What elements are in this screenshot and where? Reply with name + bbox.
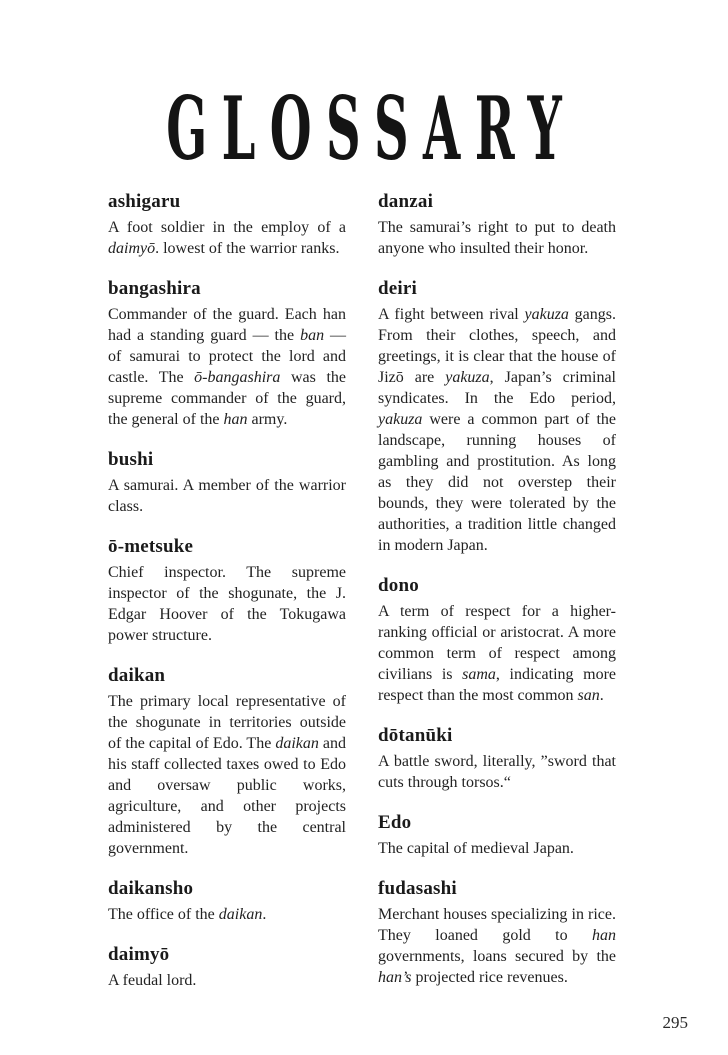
glossary-definition: A foot soldier in the employ of a daimyō. lowest of the warrior ranks. — [108, 219, 346, 257]
glossary-columns — [108, 190, 616, 1009]
glossary-definition: The primary local representative of the shogunate in territories outside of the capital of Edo. The daikan and his staff collected taxes owed to Edo and oversaw public works, agriculture, and other projects administered by the central government. — [108, 693, 346, 857]
glossary-entry — [108, 448, 346, 517]
glossary-term: Edo — [378, 812, 412, 833]
glossary-entry — [378, 190, 616, 259]
glossary-entry — [108, 877, 346, 925]
glossary-entry — [378, 277, 616, 556]
glossary-definition: A battle sword, literally, ”sword that cuts through torsos.“ — [378, 753, 616, 791]
italic-term: sama — [462, 666, 496, 683]
italic-term: han — [223, 411, 248, 428]
glossary-entry — [108, 535, 346, 646]
glossary-term: bushi — [108, 449, 154, 470]
glossary-column-left — [108, 190, 346, 1009]
glossary-term: dōtanūki — [378, 725, 453, 746]
glossary-entry — [378, 574, 616, 706]
glossary-definition: A feudal lord. — [108, 972, 197, 989]
glossary-entry — [378, 724, 616, 793]
glossary-definition: Merchant houses specializing in rice. They loaned gold to han governments, loans secured by the han’s projected rice revenues. — [378, 906, 616, 986]
glossary-definition: The capital of medieval Japan. — [378, 840, 574, 857]
page-number: 295 — [662, 1013, 688, 1032]
glossary-term: ashigaru — [108, 191, 181, 212]
italic-term: daikan — [218, 906, 263, 923]
italic-term: yakuza — [378, 411, 423, 428]
glossary-column-right — [378, 190, 616, 1009]
glossary-term: bangashira — [108, 278, 201, 299]
glossary-entry — [378, 811, 616, 859]
glossary-entry — [108, 190, 346, 259]
italic-term: yakuza — [445, 369, 490, 386]
glossary-entry — [108, 943, 346, 991]
italic-term: yakuza — [524, 306, 569, 323]
glossary-term: deiri — [378, 278, 417, 299]
glossary-definition: Chief inspector. The supreme inspector of the shogunate, the J. Edgar Hoover of the Tokugawa power structure. — [108, 564, 346, 644]
glossary-definition: The office of the daikan. — [108, 906, 267, 923]
page-header — [0, 79, 728, 181]
glossary-term: daikansho — [108, 878, 194, 899]
italic-term: han’s — [378, 969, 412, 986]
glossary-entry — [108, 277, 346, 430]
glossary-term: daikan — [108, 665, 166, 686]
glossary-definition: The samurai’s right to put to death anyone who insulted their honor. — [378, 219, 616, 257]
glossary-entry — [378, 877, 616, 988]
glossary-term: daimyō — [108, 944, 170, 965]
glossary-definition: A samurai. A member of the warrior class. — [108, 477, 346, 515]
glossary-definition: A fight between rival yakuza gangs. From their clothes, speech, and greetings, it is clear that the house of Jizō are yakuza, Japan’s criminal syndicates. In the Edo period, yakuza were a common part of the landscape, running houses of gambling and prostitution. As long as they did not overstep their bounds, they were tolerated by the authorities, a tradition little changed in modern Japan. — [378, 306, 617, 554]
italic-term: san — [577, 687, 600, 704]
italic-term: han — [592, 927, 616, 944]
page-title: GLOSSARY — [166, 79, 577, 181]
glossary-term: ō-metsuke — [108, 536, 194, 557]
glossary-term: dono — [378, 575, 419, 596]
italic-term: daikan — [275, 735, 319, 752]
italic-term: ō-bangashira — [194, 369, 281, 386]
glossary-term: fudasashi — [378, 878, 457, 899]
glossary-definition: Commander of the guard. Each han had a standing guard — the ban — of samurai to protect the lord and castle. The ō-bangashira was the supreme commander of the guard, the general of the han army. — [108, 306, 347, 428]
glossary-term: danzai — [378, 191, 434, 212]
italic-term: daimyō — [108, 240, 156, 257]
glossary-definition: A term of respect for a higher-ranking official or aristocrat. A more common term of respect among civilians is sama, indicating more respect than the most common san. — [378, 603, 616, 704]
glossary-entry — [108, 664, 346, 859]
italic-term: ban — [300, 327, 325, 344]
